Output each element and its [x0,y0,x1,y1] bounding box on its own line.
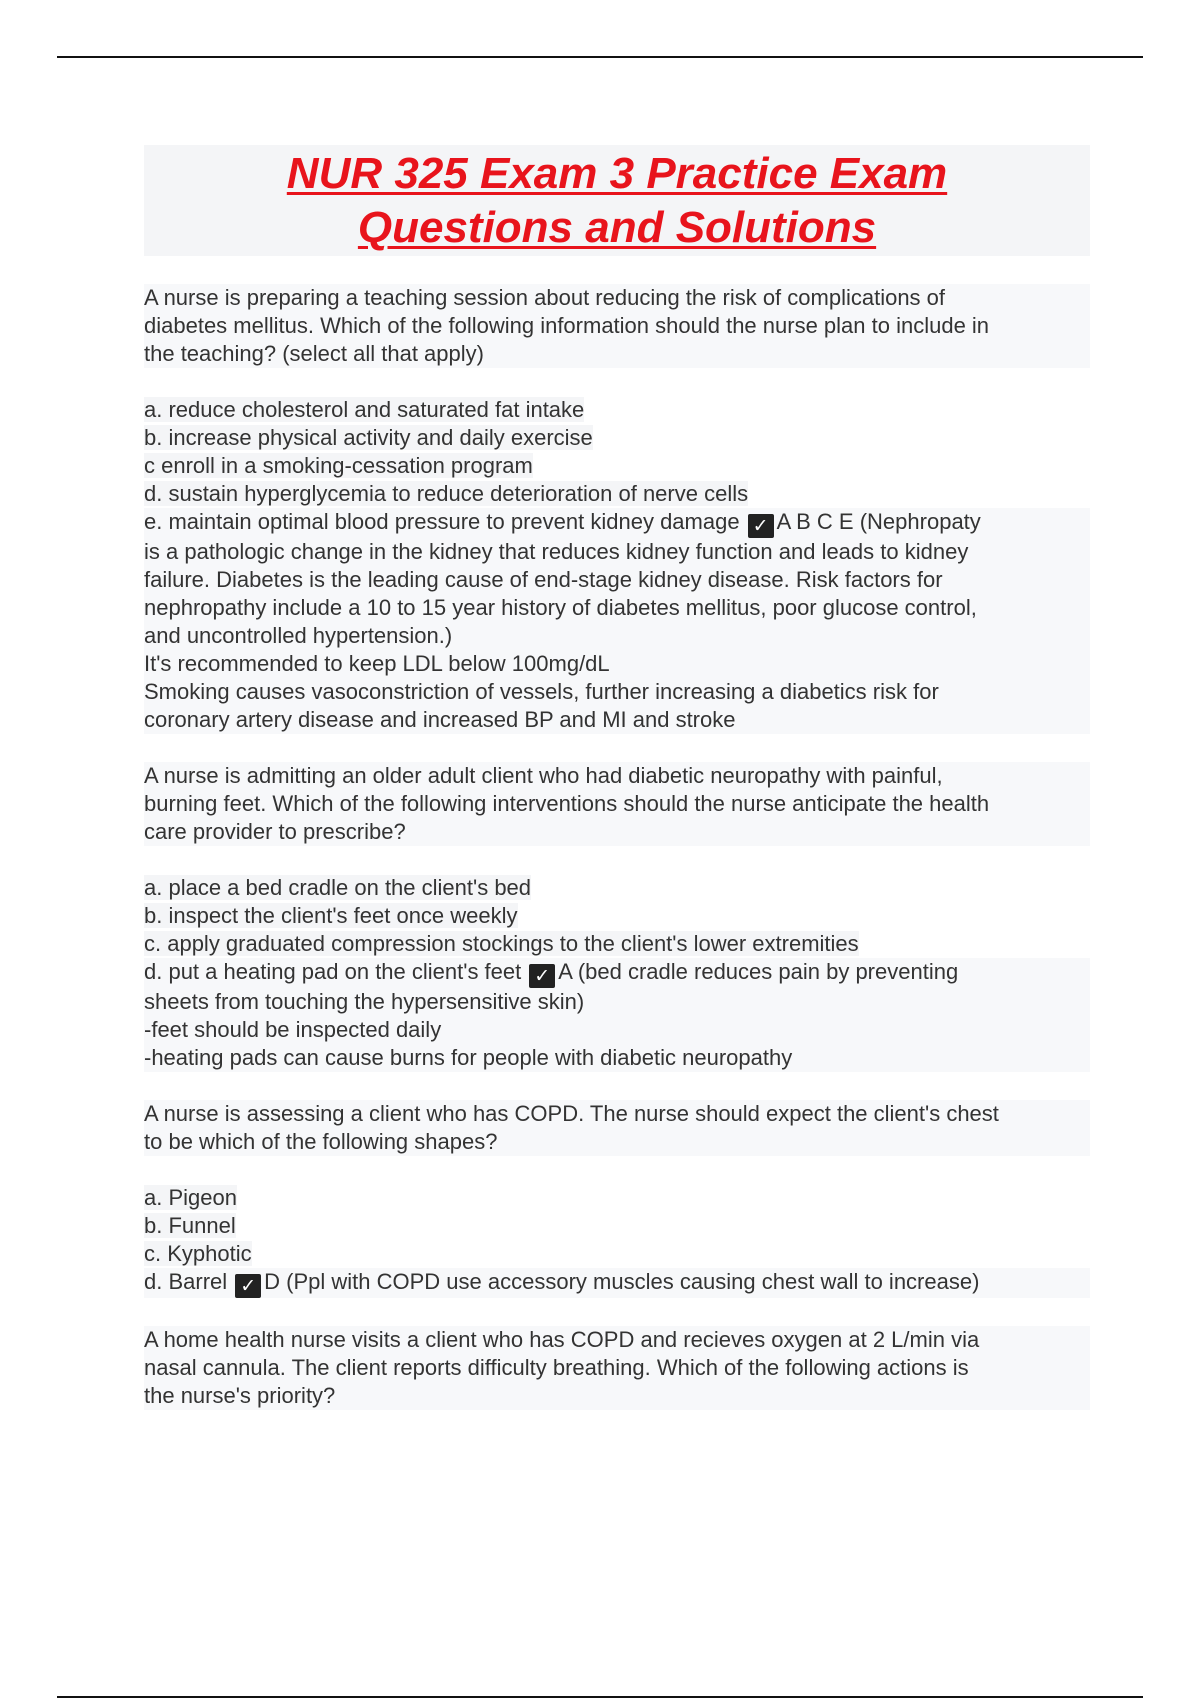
rationale-line: coronary artery disease and increased BP and MI and stroke [144,707,736,732]
option-c: c enroll in a smoking-cessation program [144,453,533,478]
answer-block [144,1268,1090,1298]
option-d: d. sustain hyperglycemia to reduce deterioration of nerve cells [144,481,749,506]
question-stem [144,1326,1090,1410]
rationale-line: -heating pads can cause burns for people with diabetic neuropathy [144,1045,793,1070]
rationale-line: -feet should be inspected daily [144,1017,442,1042]
stem-line: diabetes mellitus. Which of the following information should the nurse plan to include in [144,313,990,338]
stem-line: burning feet. Which of the following interventions should the nurse anticipate the health [144,791,990,816]
answer-block [144,958,1090,1072]
checkmark-icon: ✓ [529,964,555,988]
option-d: d. Barrel [144,1269,228,1294]
footer-rule [57,1696,1143,1698]
checkmark-icon: ✓ [235,1274,261,1298]
option-a: a. place a bed cradle on the client's bed [144,875,532,900]
option-b: b. Funnel [144,1213,236,1238]
stem-line: care provider to prescribe? [144,819,406,844]
rationale-line: is a pathologic change in the kidney that reduces kidney function and leads to kidney [144,539,969,564]
checkmark-icon: ✓ [748,514,774,538]
page-title-line-2: Questions and Solutions [357,202,877,252]
stem-line: A home health nurse visits a client who has COPD and recieves oxygen at 2 L/min via [144,1327,980,1352]
stem-line: A nurse is assessing a client who has COPD. The nurse should expect the client's chest [144,1101,999,1126]
question-stem [144,284,1090,368]
rationale-line: failure. Diabetes is the leading cause of end-stage kidney disease. Risk factors for [144,567,943,592]
option-c: c. apply graduated compression stockings to the client's lower extremities [144,931,859,956]
rationale-line: It's recommended to keep LDL below 100mg/dL [144,651,610,676]
rationale-line: nephropathy include a 10 to 15 year history of diabetes mellitus, poor glucose control, [144,595,977,620]
stem-line: to be which of the following shapes? [144,1129,498,1154]
answer-key: A (bed cradle reduces pain by preventing [558,959,959,984]
document-body [144,145,1090,1410]
header-rule [57,56,1143,58]
answer-block [144,508,1090,734]
stem-line: the nurse's priority? [144,1383,336,1408]
option-d: d. put a heating pad on the client's feet [144,959,522,984]
stem-line: nasal cannula. The client reports difficulty breathing. Which of the following actions is [144,1355,969,1380]
option-e: e. maintain optimal blood pressure to prevent kidney damage [144,509,740,534]
option-c: c. Kyphotic [144,1241,252,1266]
option-a: a. Pigeon [144,1185,237,1210]
question-stem [144,762,1090,846]
rationale-line: and uncontrolled hypertension.) [144,623,453,648]
option-b: b. inspect the client's feet once weekly [144,903,518,928]
stem-line: A nurse is admitting an older adult client who had diabetic neuropathy with painful, [144,763,943,788]
question-1 [144,284,1090,734]
option-a: a. reduce cholesterol and saturated fat intake [144,397,585,422]
answer-key: D (Ppl with COPD use accessory muscles causing chest wall to increase) [264,1269,980,1294]
question-2 [144,762,1090,1072]
option-b: b. increase physical activity and daily exercise [144,425,593,450]
rationale-line: sheets from touching the hypersensitive skin) [144,989,585,1014]
stem-line: A nurse is preparing a teaching session about reducing the risk of complications of [144,285,946,310]
question-stem [144,1100,1090,1156]
rationale-line: Smoking causes vasoconstriction of vessels, further increasing a diabetics risk for [144,679,939,704]
question-4 [144,1326,1090,1410]
title-banner [144,145,1090,256]
stem-line: the teaching? (select all that apply) [144,341,484,366]
question-3 [144,1100,1090,1298]
page-title-line-1: NUR 325 Exam 3 Practice Exam [286,148,948,198]
answer-key: A B C E (Nephropaty [776,509,981,534]
